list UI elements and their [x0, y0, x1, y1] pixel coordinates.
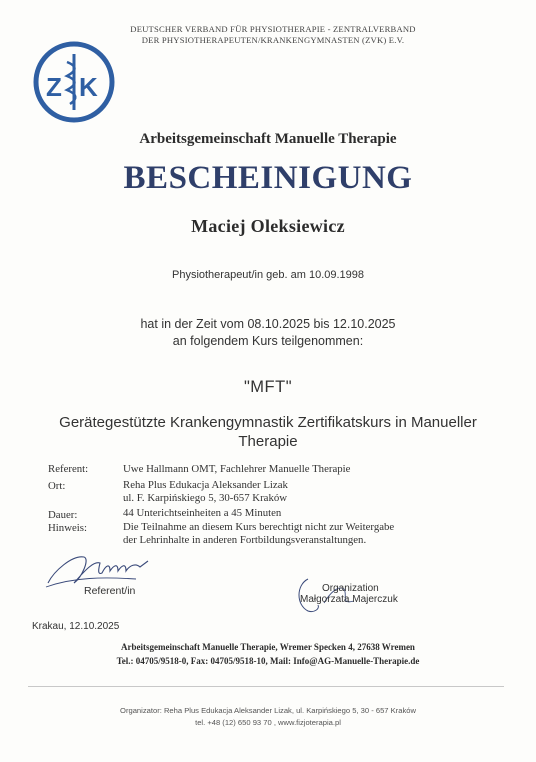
zvk-logo [32, 40, 116, 124]
referent-signature-label: Referent/in [84, 585, 136, 597]
course-description [40, 413, 496, 451]
footer-divider [28, 686, 504, 687]
birth-info: Physiotherapeut/in geb. am 10.09.1998 [171, 269, 365, 281]
footer-contact: Tel.: 04705/9518-0, Fax: 04705/9518-10, Mail: Info@AG-Manuelle-Therapie.de [116, 656, 420, 666]
organizer-address: Organizator: Reha Plus Edukacja Aleksander Lizak, ul. Karpińskiego 5, 30 - 657 Kraków [120, 706, 416, 715]
association-name: Arbeitsgemeinschaft Manuelle Therapie [139, 131, 397, 147]
participant-name: Maciej Oleksiewicz [191, 216, 345, 236]
referent-label: Referent: [48, 463, 89, 475]
org-line-1: DEUTSCHER VERBAND FÜR PHYSIOTHERAPIE - ZENTRALVERBAND [130, 24, 416, 34]
org-line-2: DER PHYSIOTHERAPEUTEN/KRANKENGYMNASTEN (ZVK) E.V. [141, 35, 405, 45]
footer-address: Arbeitsgemeinschaft Manuelle Therapie, Wremer Specken 4, 27638 Wremen [121, 642, 415, 652]
course-desc-line-2: Therapie [238, 433, 298, 450]
period-line-2: an folgendem Kurs teilgenommen: [172, 334, 364, 348]
organization-label: Organization [322, 583, 379, 594]
dauer-value: 44 Unterichtseinheiten a 45 Minuten [123, 507, 282, 519]
course-desc-line-1: Gerätegestützte Krankengymnastik Zertifikatskurs in Manueller [59, 414, 477, 431]
course-code: "MFT" [243, 378, 293, 396]
hinweis-value-2: der Lehrinhalte in anderen Fortbildungsveranstaltungen. [123, 534, 367, 546]
referent-signature [44, 547, 154, 589]
place-date: Krakau, 12.10.2025 [32, 621, 120, 632]
organizer-name: Małgorzata Majerczuk [300, 594, 398, 605]
period-line-1: hat in der Zeit vom 08.10.2025 bis 12.10.2025 [140, 317, 396, 331]
ort-value-2: ul. F. Karpińskiego 5, 30-657 Kraków [123, 492, 288, 504]
ort-value-1: Reha Plus Edukacja Aleksander Lizak [123, 479, 288, 491]
svg-text:K: K [79, 72, 98, 102]
hinweis-value-1: Die Teilnahme an diesem Kurs berechtigt nicht zur Weitergabe [123, 521, 395, 533]
certificate-title: BESCHEINIGUNG [123, 160, 413, 196]
hinweis-label: Hinweis: [48, 522, 87, 534]
ort-label: Ort: [48, 480, 66, 492]
dauer-label: Dauer: [48, 509, 78, 521]
organization-header [118, 24, 428, 46]
svg-text:Z: Z [46, 72, 62, 102]
referent-value: Uwe Hallmann OMT, Fachlehrer Manuelle Therapie [123, 463, 351, 475]
organizer-contact: tel. +48 (12) 650 93 70 , www.fizjoterapia.pl [195, 718, 341, 727]
